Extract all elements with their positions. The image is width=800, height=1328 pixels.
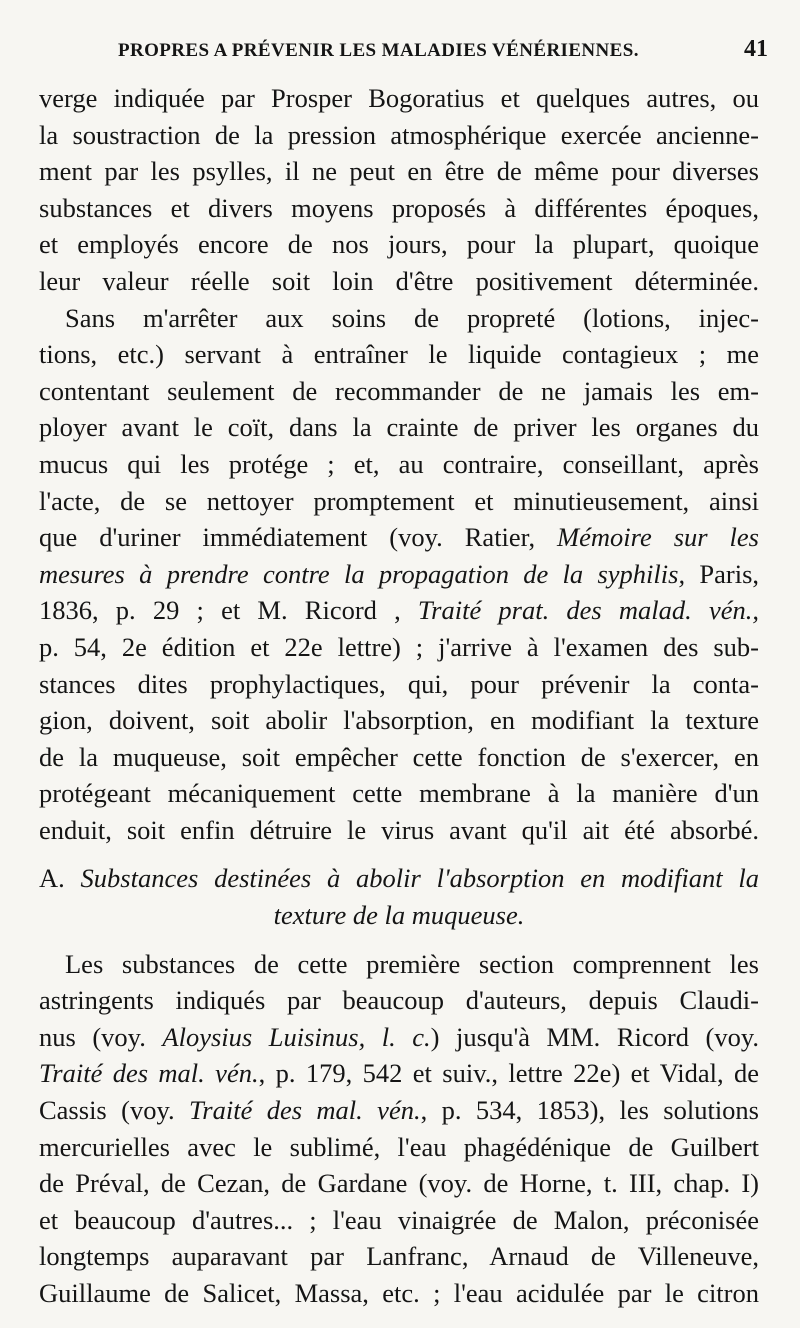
text-run: , p. 179, 542 et suiv., lettre 22e) et Vidal, de [258, 1058, 759, 1089]
text-line: p. 54, 2e édition et 22e lettre) ; j'arrive à l'examen des sub- [39, 631, 759, 662]
section-heading [39, 860, 759, 933]
page-body [39, 80, 759, 1312]
text-line: stances dites prophylactiques, qui, pour prévenir la conta- [39, 668, 759, 699]
text-line [39, 1055, 759, 1092]
text-line: ment par les psylles, il ne peut en être de même pour diverses [39, 156, 759, 187]
text-line: l'acte, de se nettoyer promptement et minutieusement, ainsi [39, 485, 759, 516]
text-run: Cassis (voy. [39, 1095, 189, 1126]
text-line: Sans m'arrêter aux soins de propreté (lotions, injec- [65, 302, 759, 333]
heading-line: texture de la muqueuse. [273, 900, 525, 931]
heading-line [39, 860, 759, 897]
running-head: PROPRES A PRÉVENIR LES MALADIES VÉNÉRIENNES. [118, 40, 639, 61]
text-line: gion, doivent, soit abolir l'absorption, en modifiant la texture [39, 705, 759, 736]
text-line: et beaucoup d'autres... ; l'eau vinaigrée de Malon, préconisée [39, 1204, 759, 1235]
text-line: longtemps auparavant par Lanfranc, Arnaud de Villeneuve, [39, 1241, 759, 1272]
text-run: que d'uriner immédiatement (voy. Ratier, [39, 522, 558, 553]
text-line [39, 519, 759, 556]
text-line: enduit, soit enfin détruire le virus avant qu'il ait été absorbé. [39, 814, 759, 845]
text-line: contentant seulement de recommander de ne jamais les em- [39, 375, 759, 406]
paragraph-3 [39, 946, 759, 1312]
italic-title: Mémoire sur les [557, 522, 759, 553]
italic-title: Traité des mal. vén. [39, 1058, 259, 1089]
text-run: Paris, [685, 558, 759, 589]
text-line: tions, etc.) servant à entraîner le liquide contagieux ; me [39, 339, 759, 370]
italic-title: Aloysius Luisinus, l. c. [162, 1021, 431, 1052]
text-line: astringents indiqués par beaucoup d'auteurs, depuis Claudi- [39, 985, 759, 1016]
text-line [39, 1019, 759, 1056]
text-line: leur valeur réelle soit loin d'être positivement déterminée. [39, 265, 759, 296]
text-line [39, 1092, 759, 1129]
text-line: verge indiquée par Prosper Bogoratius et quelques autres, ou [39, 83, 759, 113]
paragraph-2 [39, 300, 759, 849]
text-line: mucus qui les protége ; et, au contraire, conseillant, après [39, 448, 759, 479]
text-line: Les substances de cette première section comprennent les [65, 948, 759, 979]
section-title: Substances destinées à abolir l'absorption en modifiant la [80, 863, 760, 894]
text-line: mercurielles avec le sublimé, l'eau phagédénique de Guilbert [39, 1131, 759, 1162]
text-run: , p. 534, 1853), les solutions [420, 1095, 759, 1126]
page-header [118, 36, 768, 70]
italic-title: Traité prat. des malad. vén., [417, 595, 759, 626]
text-run: ) jusqu'à MM. Ricord (voy. [430, 1021, 759, 1052]
italic-title: mesures à prendre contre la propagation de la syphilis, [39, 558, 686, 589]
text-line: de la muqueuse, soit empêcher cette fonction de s'exercer, en [39, 741, 759, 772]
text-line: et employés encore de nos jours, pour la plupart, quoique [39, 229, 759, 260]
text-line [39, 592, 759, 629]
text-line [39, 556, 759, 593]
text-line: ployer avant le coït, dans la crainte de priver les organes du [39, 412, 759, 443]
text-run: nus (voy. [39, 1021, 163, 1052]
text-run: 1836, p. 29 ; et M. Ricord , [39, 595, 418, 626]
italic-title: Traité des mal. vén. [189, 1095, 421, 1126]
text-line: Guillaume de Salicet, Massa, etc. ; l'eau acidulée par le citron [39, 1278, 759, 1308]
text-line: de Préval, de Cezan, de Gardane (voy. de Horne, t. III, chap. I) [39, 1168, 759, 1199]
text-line: la soustraction de la pression atmosphérique exercée ancienne- [39, 119, 759, 150]
section-label: A. [39, 863, 65, 894]
text-line: protégeant mécaniquement cette membrane à la manière d'un [39, 778, 759, 809]
text-line: substances et divers moyens proposés à différentes époques, [39, 192, 759, 223]
page-number: 41 [744, 36, 768, 62]
paragraph-1 [39, 80, 759, 300]
